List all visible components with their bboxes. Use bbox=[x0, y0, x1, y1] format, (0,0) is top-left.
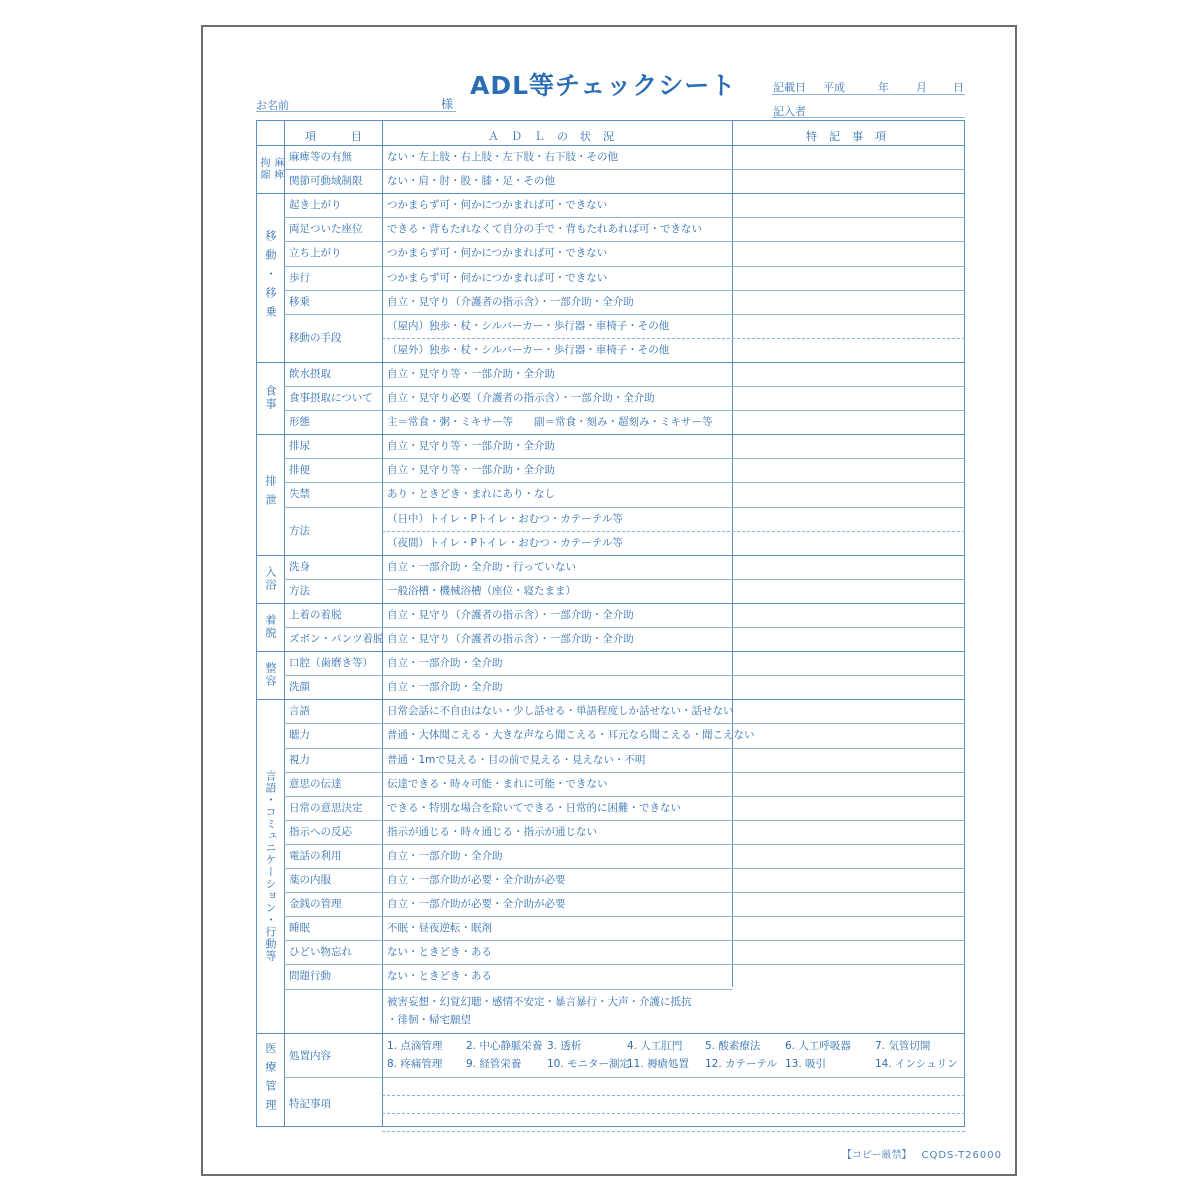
row-divider bbox=[284, 458, 965, 459]
row-divider bbox=[284, 314, 965, 315]
adl-status: 自立・見守り等・一部介助・全介助 bbox=[387, 367, 555, 380]
category-medical: 医療管理 bbox=[264, 1041, 277, 1118]
item-label: 立ち上がり bbox=[289, 247, 342, 260]
treatment-option: 8. 疼痛管理 bbox=[387, 1057, 443, 1070]
item-label: 視力 bbox=[289, 753, 310, 766]
item-label: 移乗 bbox=[289, 295, 310, 308]
adl-status: つかまらず可・何かにつかまれば可・できない bbox=[387, 247, 608, 260]
item-label: 上着の着脱 bbox=[289, 608, 342, 621]
adl-status: 普通・1mで見える・目の前で見える・見えない・不明 bbox=[387, 753, 646, 766]
adl-status: できる・背もたれなくて自分の手で・背もたれあれば可・できない bbox=[387, 223, 702, 236]
row-divider bbox=[256, 651, 965, 652]
adl-status: （屋内）独歩・杖・シルバーカー・歩行器・車椅子・その他 bbox=[387, 319, 670, 332]
problem-behaviors-line2: ・徘徊・帰宅願望 bbox=[387, 1013, 471, 1026]
adl-status: 自立・見守り必要（介護者の指示含）・一部介助・全介助 bbox=[387, 392, 655, 405]
item-label: 形態 bbox=[289, 416, 310, 429]
column-divider bbox=[382, 120, 383, 1127]
adl-status: 自立・一部介助・全介助 bbox=[387, 657, 503, 670]
row-divider bbox=[284, 916, 965, 917]
category-mobility: 移動・移乗 bbox=[264, 230, 277, 326]
adl-status: 自立・一部介助・全介助・行っていない bbox=[387, 560, 576, 573]
row-divider bbox=[284, 940, 965, 941]
item-label: 食事摂取について bbox=[289, 392, 373, 405]
adl-status: （屋外）独歩・杖・シルバーカー・歩行器・車椅子・その他 bbox=[387, 343, 670, 356]
adl-status: 主＝常食・粥・ミキサー等 副＝常食・刻み・超刻み・ミキサー等 bbox=[387, 416, 713, 429]
adl-status: ない・ときどき・ある bbox=[387, 970, 492, 983]
row-divider bbox=[284, 820, 965, 821]
treatment-label: 処置内容 bbox=[289, 1049, 331, 1062]
row-divider bbox=[284, 241, 965, 242]
item-label: 起き上がり bbox=[289, 199, 342, 212]
row-divider bbox=[284, 1077, 965, 1078]
adl-status: 不眠・昼夜逆転・眠剤 bbox=[387, 922, 492, 935]
item-label: ひどい物忘れ bbox=[289, 946, 352, 959]
row-divider bbox=[284, 386, 965, 387]
year-label: 年 bbox=[878, 81, 889, 94]
item-label: 聴力 bbox=[289, 729, 310, 742]
item-label: 両足ついた座位 bbox=[289, 223, 363, 236]
row-divider bbox=[256, 362, 965, 363]
adl-status: 一般浴槽・機械浴槽（座位・寝たまま） bbox=[387, 584, 576, 597]
row-divider bbox=[284, 748, 965, 749]
adl-status: 自立・見守り（介護者の指示含）・一部介助・全介助 bbox=[387, 633, 634, 646]
header-remarks: 特記事項 bbox=[806, 130, 898, 143]
row-divider bbox=[284, 989, 732, 990]
row-divider bbox=[284, 772, 965, 773]
adl-status: 伝達できる・時々可能・まれに可能・できない bbox=[387, 777, 608, 790]
remarks-label: 特記事項 bbox=[289, 1097, 331, 1110]
category-paralysis: 麻痺 拘縮 bbox=[258, 157, 283, 182]
page-title: ADL等チェックシート bbox=[470, 71, 737, 100]
row-divider bbox=[284, 796, 965, 797]
adl-status: 自立・見守り等・一部介助・全介助 bbox=[387, 440, 555, 453]
row-divider bbox=[382, 1095, 965, 1096]
treatment-option: 13. 吸引 bbox=[785, 1057, 827, 1070]
adl-status: 自立・見守り等・一部介助・全介助 bbox=[387, 464, 555, 477]
row-divider bbox=[382, 1113, 965, 1114]
row-divider bbox=[284, 410, 965, 411]
category-meal: 食事 bbox=[264, 385, 277, 412]
problem-behaviors-line1: 被害妄想・幻覚幻聴・感情不安定・暴言暴行・大声・介護に抵抗 bbox=[387, 995, 692, 1008]
treatment-option: 11. 褥瘡処置 bbox=[627, 1057, 690, 1070]
item-label: 方法 bbox=[289, 584, 310, 597]
item-label: 日常の意思決定 bbox=[289, 801, 363, 814]
item-label: 問題行動 bbox=[289, 970, 331, 983]
adl-status: 自立・一部介助が必要・全介助が必要 bbox=[387, 898, 566, 911]
treatment-option: 5. 酸素療法 bbox=[705, 1039, 761, 1052]
item-label: 口腔（歯磨き等） bbox=[289, 657, 373, 670]
row-divider bbox=[284, 290, 965, 291]
category-excretion: 排泄 bbox=[264, 475, 277, 514]
row-divider bbox=[256, 555, 965, 556]
adl-status: ない・ときどき・ある bbox=[387, 946, 492, 959]
adl-status: ない・左上肢・右上肢・左下肢・右下肢・その他 bbox=[387, 151, 618, 164]
record-date-label: 記載日 bbox=[773, 81, 806, 94]
category-grooming: 整容 bbox=[264, 662, 277, 689]
item-label: 洗顔 bbox=[289, 681, 310, 694]
row-divider bbox=[284, 169, 965, 170]
item-label: 洗身 bbox=[289, 560, 310, 573]
item-label: 排尿 bbox=[289, 440, 310, 453]
row-divider bbox=[284, 868, 965, 869]
adl-status: 自立・一部介助・全介助 bbox=[387, 681, 503, 694]
name-label: お名前 bbox=[256, 99, 289, 112]
item-label: 歩行 bbox=[289, 271, 310, 284]
adl-status: つかまらず可・何かにつかまれば可・できない bbox=[387, 271, 608, 284]
row-divider bbox=[382, 531, 965, 532]
item-label: 意思の伝達 bbox=[289, 777, 342, 790]
adl-status: 日常会話に不自由はない・少し話せる・単語程度しか話せない・話せない bbox=[387, 705, 734, 718]
item-label: 飲水摂取 bbox=[289, 367, 331, 380]
row-divider bbox=[256, 1033, 965, 1034]
recorder-underline bbox=[772, 117, 965, 118]
row-divider bbox=[284, 675, 965, 676]
row-divider bbox=[256, 193, 965, 194]
column-divider bbox=[284, 120, 285, 1127]
item-label: 金銭の管理 bbox=[289, 898, 342, 911]
row-divider bbox=[284, 217, 965, 218]
era-label: 平成 bbox=[823, 81, 845, 94]
adl-status: あり・ときどき・まれにあり・なし bbox=[387, 488, 555, 501]
row-divider bbox=[256, 603, 965, 604]
adl-status: 自立・見守り（介護者の指示含）・一部介助・全介助 bbox=[387, 608, 634, 621]
row-divider bbox=[284, 723, 965, 724]
item-label: 関節可動域制限 bbox=[289, 175, 363, 188]
adl-status: （日中）トイレ・Pトイレ・おむつ・カテーテル等 bbox=[387, 512, 623, 525]
treatment-option: 7. 気管切開 bbox=[875, 1039, 931, 1052]
header-adl-status: ＡＤＬの状況 bbox=[488, 130, 626, 143]
adl-status: 指示が通じる・時々通じる・指示が通じない bbox=[387, 825, 597, 838]
row-divider bbox=[256, 699, 965, 700]
row-divider bbox=[284, 627, 965, 628]
category-bath: 入浴 bbox=[264, 565, 277, 592]
treatment-option: 10. モニター測定 bbox=[547, 1057, 631, 1070]
category-dressing: 着脱 bbox=[264, 613, 277, 640]
row-divider bbox=[382, 338, 965, 339]
item-label: 移動の手段 bbox=[289, 331, 342, 344]
column-divider bbox=[732, 120, 733, 987]
row-divider bbox=[284, 844, 965, 845]
row-divider bbox=[284, 482, 965, 483]
adl-status: ない・肩・肘・股・膝・足・その他 bbox=[387, 175, 555, 188]
item-label: ズボン・パンツ着脱 bbox=[289, 633, 384, 646]
item-label: 排便 bbox=[289, 464, 310, 477]
copy-notice: 【コピー厳禁】 bbox=[841, 1150, 912, 1161]
month-label: 月 bbox=[916, 81, 927, 94]
treatment-option: 12. カテーテル bbox=[705, 1057, 778, 1070]
recorder-label: 記入者 bbox=[773, 105, 806, 118]
adl-status: 自立・一部介助が必要・全介助が必要 bbox=[387, 874, 566, 887]
adl-status: 自立・見守り（介護者の指示含）・一部介助・全介助 bbox=[387, 295, 634, 308]
row-divider bbox=[382, 1131, 965, 1132]
item-label: 麻痺等の有無 bbox=[289, 151, 352, 164]
item-label: 方法 bbox=[289, 524, 310, 537]
category-communication: 言語・コミュニケーション・行動等 bbox=[264, 769, 277, 962]
form-code: CQDS-T26000 bbox=[921, 1150, 1002, 1161]
treatment-option: 6. 人工呼吸器 bbox=[785, 1039, 851, 1052]
adl-status: できる・特別な場合を除いてできる・日常的に困難・できない bbox=[387, 801, 681, 814]
date-underline bbox=[772, 94, 965, 95]
treatment-option: 9. 経管栄養 bbox=[466, 1057, 522, 1070]
row-divider bbox=[284, 266, 965, 267]
adl-status: （夜間）トイレ・Pトイレ・おむつ・カテーテル等 bbox=[387, 536, 623, 549]
treatment-option: 14. インシュリン bbox=[875, 1057, 958, 1070]
item-label: 言語 bbox=[289, 705, 310, 718]
row-divider bbox=[284, 892, 965, 893]
row-divider bbox=[284, 964, 965, 965]
item-label: 失禁 bbox=[289, 488, 310, 501]
adl-status: つかまらず可・何かにつかまれば可・できない bbox=[387, 199, 608, 212]
row-divider bbox=[284, 579, 965, 580]
item-label: 睡眠 bbox=[289, 922, 310, 935]
footer bbox=[842, 1146, 1002, 1161]
row-divider bbox=[284, 507, 965, 508]
treatment-option: 2. 中心静脈栄養 bbox=[466, 1039, 543, 1052]
adl-status: 自立・一部介助・全介助 bbox=[387, 849, 503, 862]
honorific: 様 bbox=[441, 97, 454, 111]
header-item: 項 目 bbox=[305, 130, 374, 143]
item-label: 電話の利用 bbox=[289, 849, 342, 862]
row-divider bbox=[256, 434, 965, 435]
item-label: 薬の内服 bbox=[289, 874, 331, 887]
day-label: 日 bbox=[953, 81, 964, 94]
row-divider bbox=[256, 145, 965, 146]
treatment-option: 3. 透析 bbox=[547, 1039, 582, 1052]
treatment-option: 1. 点滴管理 bbox=[387, 1039, 443, 1052]
adl-status: 普通・大体聞こえる・大きな声なら聞こえる・耳元なら聞こえる・聞こえない bbox=[387, 729, 755, 742]
name-underline bbox=[256, 111, 456, 112]
item-label: 指示への反応 bbox=[289, 825, 352, 838]
treatment-option: 4. 人工肛門 bbox=[627, 1039, 683, 1052]
